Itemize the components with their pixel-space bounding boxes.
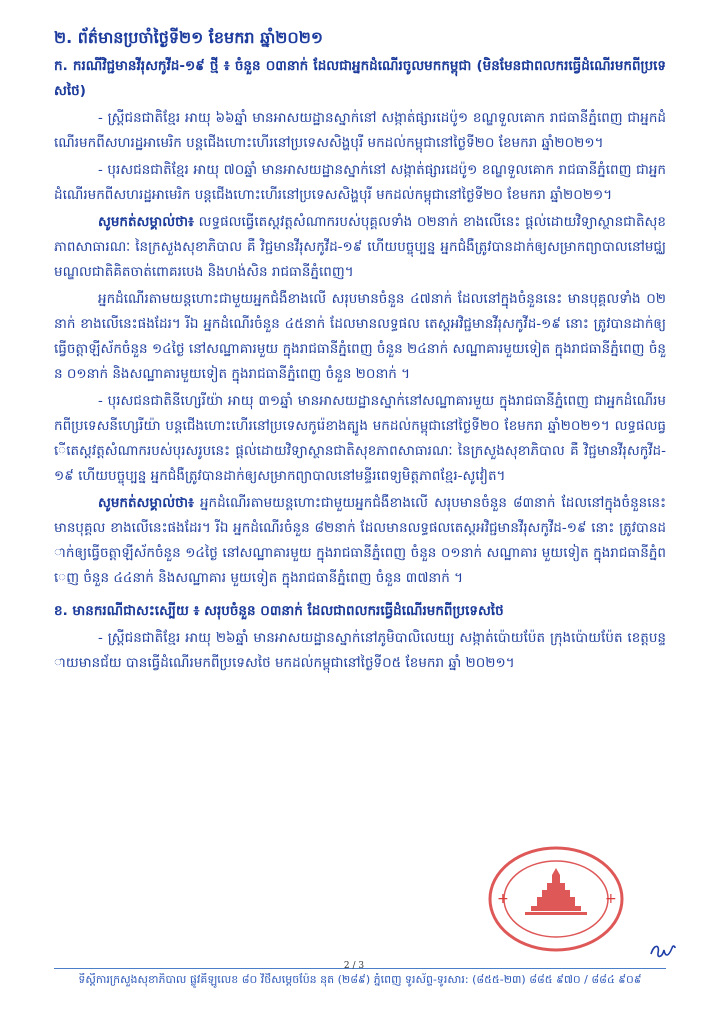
page-number: 2 / 3 xyxy=(343,961,365,971)
subsection-a-label: ក. ករណីវិជ្ជមានវីរុសកូវីដ-១៩ ថ្មី ៖ ចំនួន ០៣នាក់ ដែលជាអ្នកដំណើរចូលមកកម្ពុជា (មិនមែនជាពលករធ្វើដំណើរមកពីប្រទេសថៃ) xyxy=(54,58,666,99)
note-label-1: សូមកត់សម្គាល់ថា៖ xyxy=(98,214,194,230)
note-paragraph-2 xyxy=(54,491,666,591)
document-body xyxy=(54,26,666,678)
case-paragraph-1: - ស្ត្រីជនជាតិខ្មែរ អាយុ ៦៦ឆ្នាំ មានអាសយដ្ឋានស្នាក់នៅ សង្កាត់ផ្សារដេប៉ូ១ ខណ្ឌទួលគោក រាជធានីភ្នំពេញ ជាអ្នកដំណើរមកពីសហរដ្ឋអាមេរិក បន្តជើងហោះហើរនៅប្រទេសសិង្ហបុរី មកដល់កម្ពុជានៅថ្ងៃទី២០ ខែមករា ឆ្នាំ២០២១។ xyxy=(54,110,666,151)
signature-mark xyxy=(648,940,678,962)
official-seal-stamp xyxy=(487,845,625,953)
note-label-2: សូមកត់សម្គាល់ថា៖ xyxy=(98,495,194,511)
subsection-b-label: ខ. មានករណីជាសះស្បើយ ៖ សរុបចំនួន ០៣នាក់ ដែលជាពលករធ្វើដំណើរមកពីប្រទេសថៃ xyxy=(54,603,504,619)
note-text-1: លទ្ធផលធ្វើតេស្តវត្តសំណាករបស់បុគ្គលទាំង ០២នាក់ ខាងលើនេះ ផ្តល់ដោយវិទ្យាស្ថានជាតិសុខភាពសាធារណៈ នៃក្រសួងសុខាភិបាល គឺ វិជ្ជមានវីរុសកូវីដ-១៩ ហើយបច្ចុប្បន្ន អ្នកជំងឺត្រូវបានដាក់ឲ្យសម្រាកព្យាបាលនៅមជ្ឈមណ្ឌលជាតិគិតចាត់ពោគរបេង និងហង់សិន រាជធានីភ្នំពេញ។ xyxy=(54,214,666,280)
svg-text:+: + xyxy=(497,891,509,907)
svg-text:+: + xyxy=(605,891,617,907)
case-paragraph-2: - បុរសជនជាតិខ្មែរ អាយុ ៧០ឆ្នាំ មានអាសយដ្ឋានស្នាក់នៅ សង្កាត់ផ្សារដេប៉ូ១ ខណ្ឌទួលគោក រាជធានីភ្នំពេញ ជាអ្នកដំណើរមកពីសហរដ្ឋអាមេរិក បន្តជើងហោះហើរនៅប្រទេសសិង្ហបុរី មកដល់កម្ពុជានៅថ្ងៃទី២០ ខែមករា ឆ្នាំ២០២១។ xyxy=(54,162,666,203)
case-paragraph-3: - បុរសជនជាតិនីហ្សេរីយ៉ា អាយុ ៣១ឆ្នាំ មានអាសយដ្ឋានស្នាក់នៅសណ្ឋាគារមួយ ក្នុងរាជធានីភ្នំពេញ ជាអ្នកដំណើរមកពីប្រទេសនីហ្សេរីយ៉ា បន្តជើងហោះហើរនៅប្រទេសកូរ៉េខាងត្បូង មកដល់កម្ពុជានៅថ្ងៃទី២០ ខែមករា ឆ្នាំ២០២១។ លទ្ធផលធ្វើតេស្តវត្តសំណាករបស់បុរសរូបនេះ ផ្តល់ដោយវិទ្យាស្ថានជាតិសុខភាពសាធារណៈ នៃក្រសួងសុខាភិបាល គឺ វិជ្ជមានវីរុសកូវីដ-១៩ ហើយបច្ចុប្បន្ន អ្នកជំងឺត្រូវបានដាក់ឲ្យសម្រាកព្យាបាលនៅមន្ទីរពេទ្យមិត្តភាពខ្មែរ-សូវៀត។ xyxy=(54,393,666,484)
subsection-a-title xyxy=(54,54,666,104)
subsection-b-title xyxy=(54,599,666,624)
footer-address: ទីស្តីការក្រសួងសុខាភិបាល ផ្លូវគីឡូលេខ ៨០ វិថីសម្តេចប៉ែន នុត (២៨៩) ភ្នំពេញ ទូរស័ព្ទ-ទូរសារ: (៨៥៥-២៣) ៨៨៥ ៩៧០ / ៨៨៤ ៩០៩ xyxy=(78,973,642,986)
note-paragraph-1 xyxy=(54,210,666,285)
note-text-2: អ្នកដំណើរតាមយន្តហោះជាមួយអ្នកជំងឺខាងលើ សរុបមានចំនួន ៨៣នាក់ ដែលនៅក្នុងចំនួននេះ មានបុគ្គល ខាងលើនេះផងដែរ។ រីឯ អ្នកដំណើរចំនួន ៨២នាក់ ដែលមានលទ្ធផលតេស្តអវិជ្ជមានវីរុសកូវីដ-១៩ នោះ ត្រូវបានដាក់ឲ្យធ្វើចត្តាឡីស័កចំនួន ១៤ថ្ងៃ នៅសណ្ឋាគារមួយ ក្នុងរាជធានីភ្នំពេញ ចំនួន ០១នាក់ សណ្ឋាគារ មួយទៀត ក្នុងរាជធានីភ្នំពេញ ចំនួន ៤៤នាក់ និងសណ្ឋាគារ មួយទៀត ក្នុងរាជធានីភ្នំពេញ ចំនួន ៣៧នាក់ ។ xyxy=(54,495,666,586)
section-heading: ២. ព័ត៌មានប្រចាំថ្ងៃទី២១ ខែមករា ឆ្នាំ២០២១ xyxy=(54,28,323,47)
recovery-paragraph: - ស្ត្រីជនជាតិខ្មែរ អាយុ ២៦ឆ្នាំ មានអាសយដ្ឋានស្នាក់នៅភូមិបាលិលេយ្យ សង្កាត់ប៉ោយប៉ែត ក្រុងប៉ោយប៉ែត ខេត្តបន្ទាយមានជ័យ បានធ្វើដំណើរមកពីប្រទេសថៃ មកដល់កម្ពុជានៅថ្ងៃទី០៥ ខែមករា ឆ្នាំ ២០២១។ xyxy=(54,630,666,671)
passengers-paragraph: អ្នកដំណើរតាមយន្តហោះជាមួយអ្នកជំងឺខាងលើ សរុបមានចំនួន ៤៧នាក់ ដែលនៅក្នុងចំនួននេះ មានបុគ្គលទាំង ០២នាក់ ខាងលើនេះផងដែរ។ រីឯ អ្នកដំណើរចំនួន ៤៥នាក់ ដែលមានលទ្ធផល តេស្តអវិជ្ជមានវីរុសកូវីដ-១៩ នោះ ត្រូវបានដាក់ឲ្យធ្វើចត្តាឡីស័កចំនួន ១៤ថ្ងៃ នៅសណ្ឋាគារមួយ ក្នុងរាជធានីភ្នំពេញ ចំនួន ២៤នាក់ សណ្ឋាគារមួយទៀត ក្នុងរាជធានីភ្នំពេញ ចំនួន ០១នាក់ និងសណ្ឋាគារមួយទៀត ក្នុងរាជធានីភ្នំពេញ ចំនួន ២០នាក់ ។ xyxy=(54,291,666,382)
